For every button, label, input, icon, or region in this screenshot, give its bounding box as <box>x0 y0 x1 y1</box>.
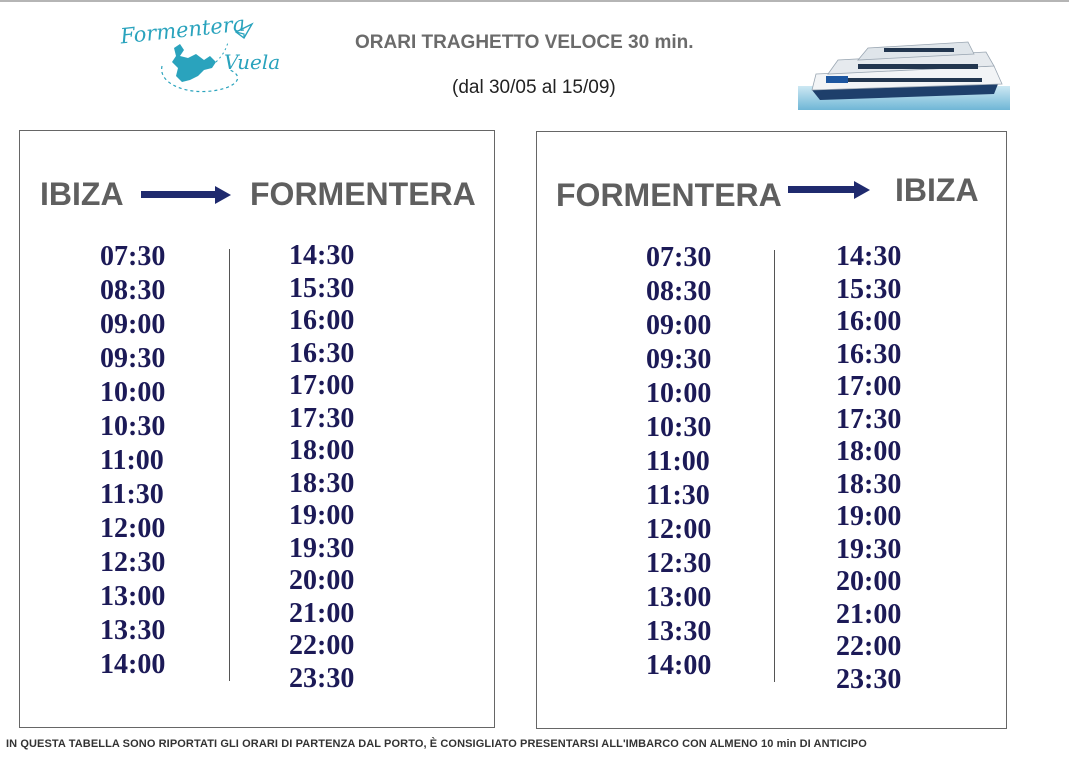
departure-time: 18:30 <box>836 468 902 500</box>
departure-time: 11:00 <box>100 445 164 476</box>
departure-time: 10:00 <box>100 377 166 408</box>
departure-note: IN QUESTA TABELLA SONO RIPORTATI GLI ORARI DI PARTENZA DAL PORTO, È CONSIGLIATO PRESENTARSI ALL'IMBARCO CON ALMENO 10 min DI ANTICIPO <box>6 738 867 750</box>
top-border <box>0 0 1069 2</box>
departure-time: 21:00 <box>836 598 902 630</box>
departure-time: 10:00 <box>646 378 712 409</box>
departure-time: 11:30 <box>100 479 164 510</box>
departure-time: 13:30 <box>100 615 166 646</box>
departure-time: 18:00 <box>289 435 355 466</box>
ferry-icon <box>798 34 1010 110</box>
departure-time: 10:30 <box>646 412 712 443</box>
departure-time: 20:00 <box>836 566 902 597</box>
departure-time: 14:30 <box>836 241 902 272</box>
departure-times-afternoon <box>836 241 901 696</box>
departure-time: 13:00 <box>646 582 712 613</box>
formentera-to-ibiza-panel <box>536 131 1007 729</box>
page-title: ORARI TRAGHETTO VELOCE 30 min. <box>355 32 694 53</box>
arrow-right-icon <box>788 181 872 199</box>
route-origin-formentera: FORMENTERA <box>556 177 782 213</box>
departure-time: 13:30 <box>646 616 712 647</box>
departure-time: 11:30 <box>646 480 710 511</box>
formentera-vuela-logo <box>118 10 288 100</box>
departure-time: 07:30 <box>100 241 166 272</box>
departure-time: 14:00 <box>100 649 166 680</box>
route-origin-ibiza: IBIZA <box>40 176 124 212</box>
departure-time: 22:00 <box>289 630 355 661</box>
route-destination-formentera: FORMENTERA <box>250 176 476 212</box>
departure-time: 13:00 <box>100 581 166 612</box>
departure-time: 19:30 <box>836 533 902 565</box>
departure-time: 09:30 <box>100 343 166 374</box>
departure-time: 18:30 <box>289 467 355 499</box>
departure-time: 09:30 <box>646 344 712 375</box>
departure-time: 21:00 <box>289 597 355 629</box>
departure-time: 12:30 <box>646 548 712 579</box>
departure-time: 17:30 <box>836 403 902 435</box>
departure-time: 23:30 <box>289 662 355 694</box>
departure-time: 08:30 <box>100 275 166 306</box>
departure-time: 19:30 <box>289 532 355 564</box>
departure-time: 16:30 <box>289 337 355 369</box>
departure-time: 08:30 <box>646 276 712 307</box>
departure-time: 15:30 <box>289 272 355 304</box>
departure-time: 22:00 <box>836 631 902 662</box>
departure-time: 19:00 <box>289 500 355 531</box>
arrow-right-icon <box>141 186 231 204</box>
departure-time: 16:00 <box>289 305 355 336</box>
departure-time: 16:30 <box>836 338 902 370</box>
logo-text-formentera: Formentera <box>119 11 247 49</box>
column-divider <box>774 250 775 682</box>
ibiza-to-formentera-panel <box>19 130 495 728</box>
departure-time: 14:00 <box>646 650 712 681</box>
departure-time: 19:00 <box>836 501 902 532</box>
departure-time: 17:30 <box>289 402 355 434</box>
route-destination-ibiza: IBIZA <box>895 172 979 208</box>
logo-text-vuela: Vuela <box>224 50 281 74</box>
departure-time: 12:00 <box>646 514 712 545</box>
date-range-subtitle: (dal 30/05 al 15/09) <box>452 77 616 98</box>
departure-times-afternoon <box>289 240 354 695</box>
departure-time: 09:00 <box>646 310 712 341</box>
departure-time: 10:30 <box>100 411 166 442</box>
departure-time: 15:30 <box>836 273 902 305</box>
departure-time: 18:00 <box>836 436 902 467</box>
departure-time: 12:00 <box>100 513 166 544</box>
column-divider <box>229 249 230 681</box>
departure-time: 17:00 <box>289 370 355 401</box>
departure-time: 12:30 <box>100 547 166 578</box>
departure-times-morning <box>100 240 165 682</box>
departure-time: 07:30 <box>646 242 712 273</box>
departure-time: 17:00 <box>836 371 902 402</box>
departure-time: 11:00 <box>646 446 710 477</box>
departure-times-morning <box>646 241 711 683</box>
departure-time: 14:30 <box>289 240 355 271</box>
departure-time: 23:30 <box>836 663 902 695</box>
departure-time: 09:00 <box>100 309 166 340</box>
departure-time: 20:00 <box>289 565 355 596</box>
departure-time: 16:00 <box>836 306 902 337</box>
